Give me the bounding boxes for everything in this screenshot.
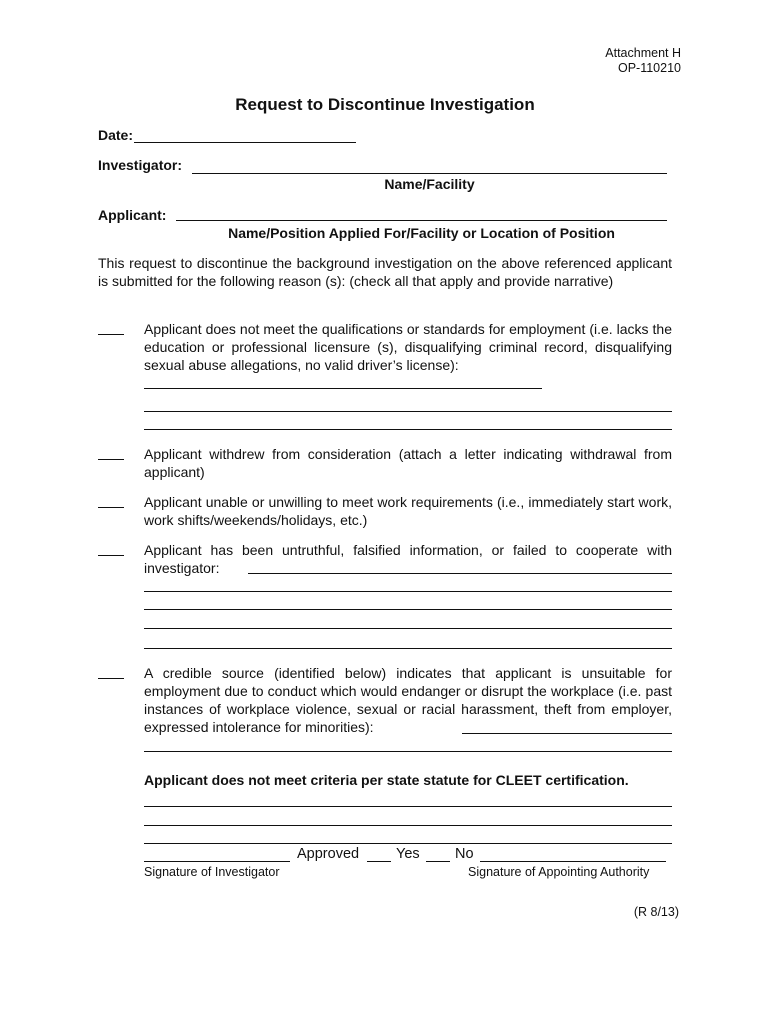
attachment-header xyxy=(605,46,681,76)
approved-no-blank[interactable] xyxy=(426,861,450,862)
revision-label: (R 8/13) xyxy=(633,905,679,919)
reason-1-narrative-line-2[interactable] xyxy=(144,411,672,412)
investigator-sublabel: Name/Facility xyxy=(384,176,475,192)
approved-yes-blank[interactable] xyxy=(367,861,391,862)
reason-4-narrative-line-2[interactable] xyxy=(144,591,672,592)
date-field[interactable] xyxy=(134,142,356,143)
attachment-label: Attachment H xyxy=(605,46,681,60)
cleet-line-2[interactable] xyxy=(144,825,672,826)
applicant-label: Applicant: xyxy=(98,207,167,223)
reason-5-narrative-line-1[interactable] xyxy=(462,733,672,734)
no-label: No xyxy=(455,846,474,862)
applicant-sublabel: Name/Position Applied For/Facility or Location of Position xyxy=(228,225,615,241)
investigator-field[interactable] xyxy=(192,173,667,174)
reason-4-text: Applicant has been untruthful, falsified information, or failed to cooperate with investigator: xyxy=(144,542,672,576)
reason-2-text: Applicant withdrew from consideration (attach a letter indicating withdrawal from applicant) xyxy=(144,446,672,480)
reason-5-text: A credible source (identified below) indicates that applicant is unsuitable for employment due to conduct which would endanger or disrupt the workplace (i.e. past instances of workplace violence, sexual or racial harassment, theft from employer, expressed intolerance for minorities): xyxy=(144,665,672,735)
reason-1-text: Applicant does not meet the qualifications or standards for employment (i.e. lacks the education or professional licensure (s), disqualifying criminal record, disqualifying sexual abuse allegations, no valid driver’s license): xyxy=(144,321,672,373)
form-number: OP-110210 xyxy=(617,61,681,75)
reason-4-narrative-line-4[interactable] xyxy=(144,628,672,629)
cleet-line-1[interactable] xyxy=(144,806,672,807)
reason-5-narrative-line-2[interactable] xyxy=(144,751,672,752)
intro-paragraph: This request to discontinue the background investigation on the above referenced applicant is submitted for the following reason (s): (check all that apply and provide narrative) xyxy=(98,255,672,289)
reason-4-narrative-line-3[interactable] xyxy=(144,609,672,610)
reason-3-text: Applicant unable or unwilling to meet work requirements (i.e., immediately start work, work shifts/weekends/holidays, etc.) xyxy=(144,494,672,528)
reason-4-narrative-line-5[interactable] xyxy=(144,648,672,649)
reason-1-narrative-line-1[interactable] xyxy=(144,388,542,389)
reason-1-narrative-line-3[interactable] xyxy=(144,429,672,430)
reason-4-narrative-line-1[interactable] xyxy=(248,573,672,574)
date-label: Date: xyxy=(98,127,134,143)
approved-label: Approved xyxy=(297,846,360,862)
page-title: Request to Discontinue Investigation xyxy=(235,95,535,114)
applicant-field[interactable] xyxy=(176,220,667,221)
reason-5-checkbox[interactable] xyxy=(98,678,124,679)
authority-signature-line[interactable] xyxy=(480,861,666,862)
reason-4-checkbox[interactable] xyxy=(98,555,124,556)
investigator-signature-label: Signature of Investigator xyxy=(144,865,280,879)
cleet-statement: Applicant does not meet criteria per state statute for CLEET certification. xyxy=(144,772,629,788)
cleet-line-3[interactable] xyxy=(144,843,672,844)
authority-signature-label: Signature of Appointing Authority xyxy=(468,865,650,879)
investigator-signature-line[interactable] xyxy=(144,861,290,862)
yes-label: Yes xyxy=(396,846,420,862)
reason-3-checkbox[interactable] xyxy=(98,507,124,508)
investigator-label: Investigator: xyxy=(98,157,183,173)
reason-1-checkbox[interactable] xyxy=(98,334,124,335)
reason-2-checkbox[interactable] xyxy=(98,459,124,460)
